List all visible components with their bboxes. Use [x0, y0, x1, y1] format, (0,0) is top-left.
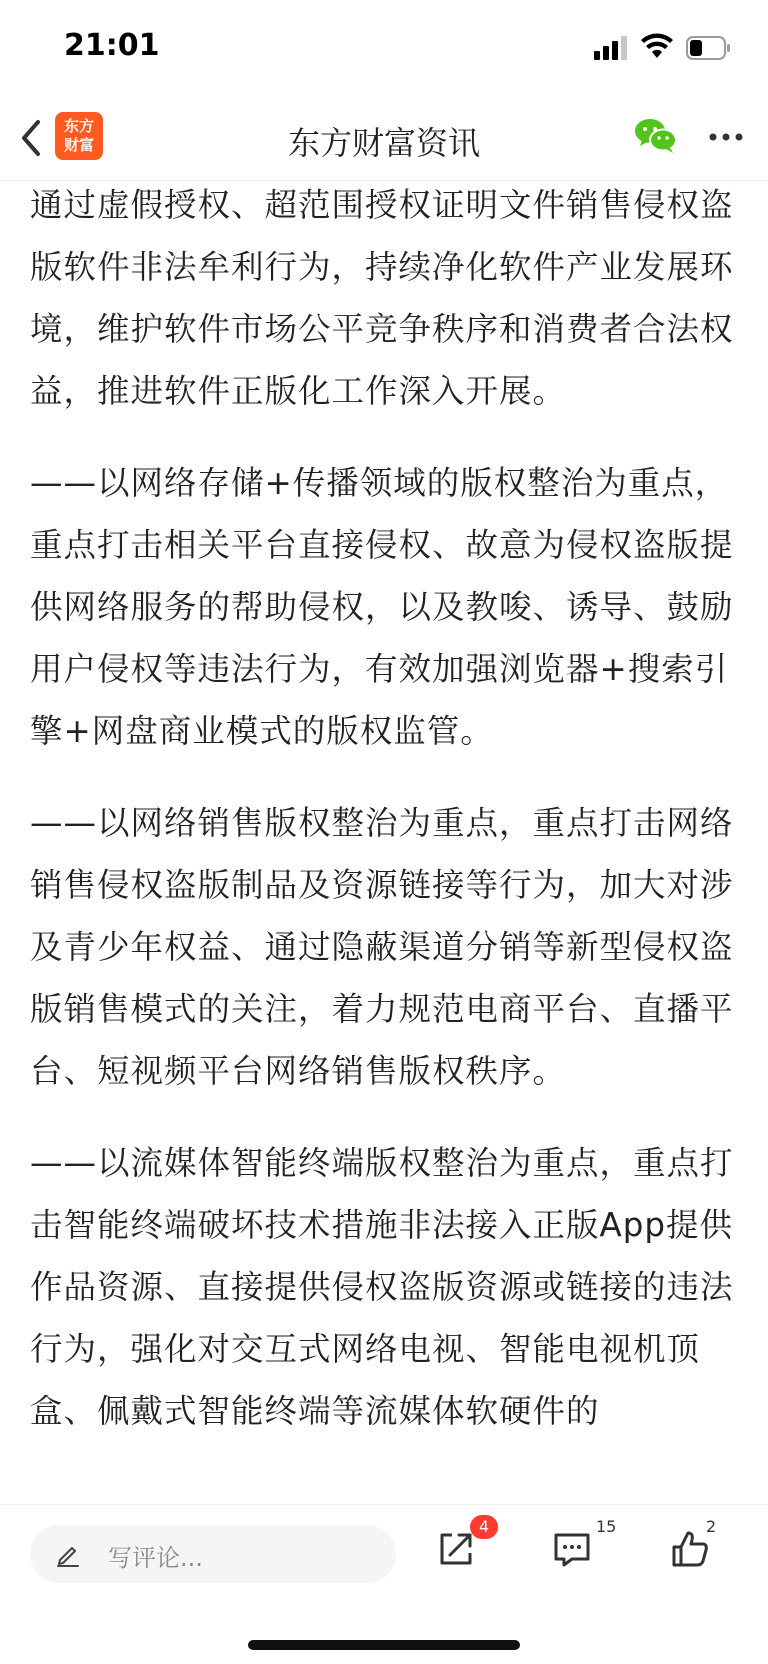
article-paragraph: ——以网络销售版权整治为重点，重点打击网络销售侵权盗版制品及资源链接等行为，加大对涉及青少年权益、通过隐蔽渠道分销等新型侵权盗版销售模式的关注，着力规范电商平台、直播平台、短视频平台网络销售版权秩序。: [30, 804, 734, 1090]
home-indicator: [248, 1640, 520, 1650]
more-icon[interactable]: [708, 132, 744, 142]
article-body: [30, 174, 740, 1504]
wechat-share-icon[interactable]: [634, 116, 678, 156]
battery-icon: [686, 34, 732, 62]
signal-icon: [594, 36, 628, 60]
comment-icon[interactable]: [550, 1527, 594, 1571]
status-time: 21:01: [64, 28, 160, 63]
wifi-icon: [640, 32, 674, 60]
logo-text-2: 财富: [63, 136, 94, 154]
logo-text-1: 东方: [63, 117, 94, 135]
comment-placeholder: 写评论...: [108, 1544, 203, 1572]
article-paragraph: ——以网络存储+传播领域的版权整治为重点，重点打击相关平台直接侵权、故意为侵权盗版提供网络服务的帮助侵权，以及教唆、诱导、鼓励用户侵权等违法行为，有效加强浏览器+搜索引擎+网盘商业模式的版权监管。: [30, 464, 734, 750]
status-bar: [0, 0, 768, 96]
nav-bar: [0, 96, 768, 181]
comment-input[interactable]: [30, 1525, 396, 1583]
like-count: 2: [706, 1517, 717, 1536]
page-title: 东方财富资讯: [287, 124, 480, 162]
pen-icon: [54, 1540, 82, 1568]
article-paragraph: ——以流媒体智能终端版权整治为重点，重点打击智能终端破坏技术措施非法接入正版App提供作品资源、直接提供侵权盗版资源或链接的违法行为，强化对交互式网络电视、智能电视机顶盒、佩戴式智能终端等流媒体软硬件的: [30, 1144, 734, 1430]
article-paragraph: 通过虚假授权、超范围授权证明文件销售侵权盗版软件非法牟利行为，持续净化软件产业发展环境，维护软件市场公平竞争秩序和消费者合法权益，推进软件正版化工作深入开展。: [30, 186, 734, 410]
share-badge: 4: [470, 1515, 498, 1539]
comment-count: 15: [596, 1517, 617, 1536]
